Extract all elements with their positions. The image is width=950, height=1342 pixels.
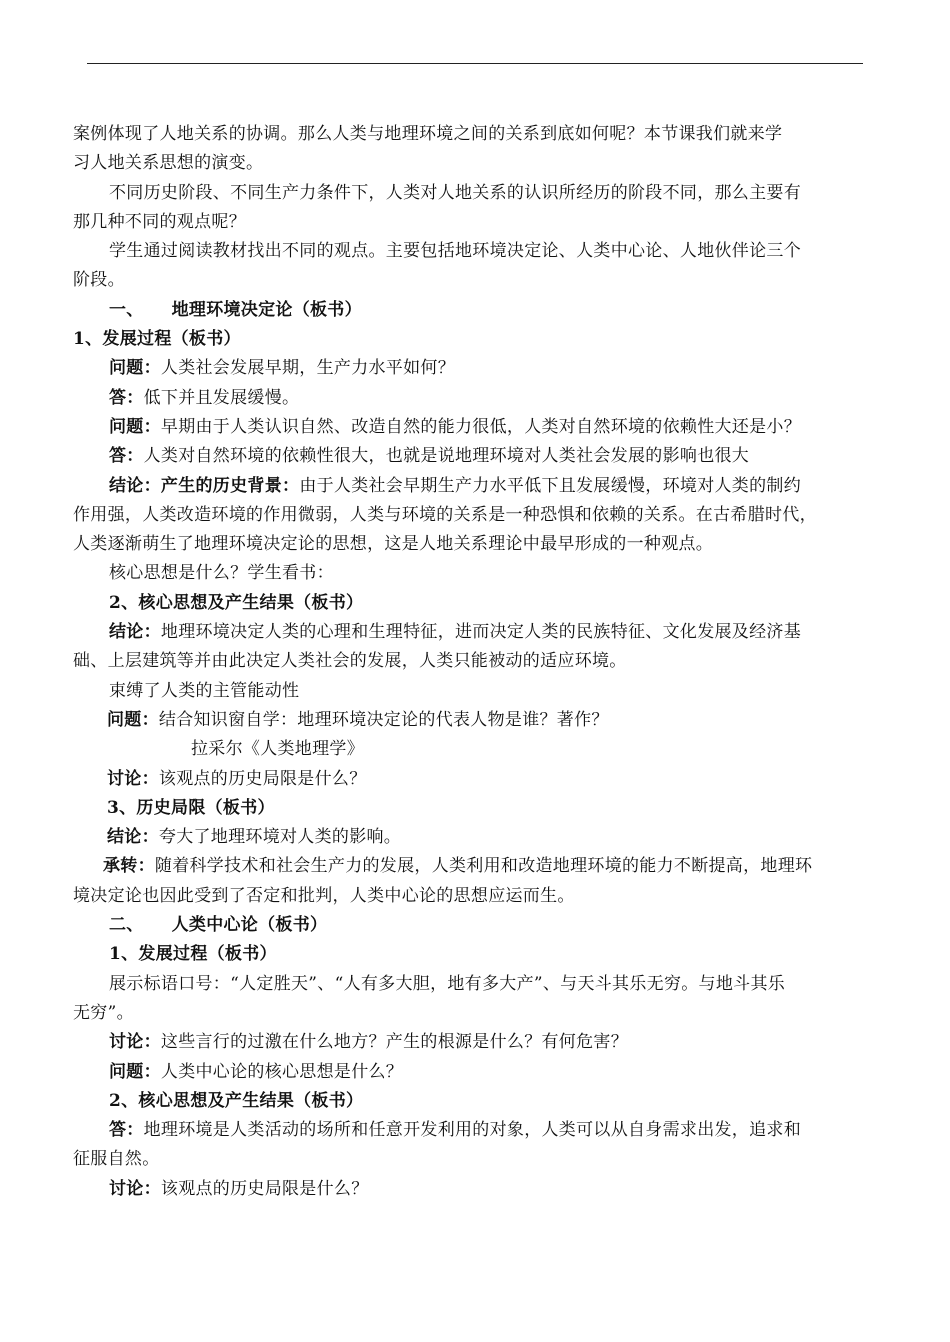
- paragraph-line: 征服自然。: [73, 1149, 160, 1170]
- subsection-heading: 2、核心思想及产生结果（板书）: [109, 592, 364, 613]
- question-label: 问题：: [109, 358, 161, 379]
- question-text: 人类中心论的核心思想是什么？: [160, 1061, 404, 1082]
- section-title: 人类中心论（板书）: [171, 915, 328, 936]
- conclusion-line: [73, 472, 865, 501]
- discussion-label: 讨论：: [109, 1032, 161, 1053]
- document-body: [73, 120, 865, 1204]
- discussion-line: [73, 765, 865, 794]
- transition-line: [73, 852, 865, 881]
- section-heading-1: [73, 296, 865, 325]
- answer-text: 地理环境是人类活动的场所和任意开发利用的对象，人类可以从自身需求出发，追求和: [143, 1120, 802, 1141]
- discussion-line: [73, 1175, 865, 1204]
- paragraph-line: 础、上层建筑等并由此决定人类社会的发展，人类只能被动的适应环境。: [73, 651, 627, 672]
- conclusion-text: 由于人类社会早期生产力水平低下且发展缓慢，环境对人类的制约: [299, 475, 802, 496]
- discussion-line: [73, 1028, 865, 1057]
- conclusion-line: [73, 823, 865, 852]
- conclusion-line: [73, 618, 865, 647]
- paragraph-line: 习人地关系思想的演变。: [73, 153, 264, 174]
- transition-text: 随着科学技术和社会生产力的发展，人类利用和改造地理环境的能力不断提高，地理环: [154, 856, 813, 877]
- transition-label: 承转：: [103, 856, 155, 877]
- discussion-text: 这些言行的过激在什么地方？产生的根源是什么？有何危害？: [160, 1032, 629, 1053]
- discussion-label: 讨论：: [109, 1178, 161, 1199]
- paragraph-line: 展示标语口号：“人定胜天”、“人有多大胆，地有多大产”、与天斗其乐无穷。与地斗其乐: [109, 973, 786, 994]
- question-line: [73, 413, 865, 442]
- conclusion-text: 夸大了地理环境对人类的影响。: [158, 827, 402, 848]
- subsection-heading: 3、历史局限（板书）: [107, 797, 275, 818]
- paragraph-line: 境决定论也因此受到了否定和批判，人类中心论的思想应运而生。: [73, 885, 575, 906]
- conclusion-label: 结论：: [109, 622, 161, 643]
- paragraph-line: 阶段。: [73, 270, 125, 291]
- answer-line: [73, 384, 865, 413]
- header-rule: [87, 63, 863, 64]
- paragraph-line: 无穷”。: [73, 1002, 134, 1023]
- paragraph-line: 束缚了人类的主管能动性: [109, 680, 300, 701]
- subsection-heading: 1、发展过程（板书）: [109, 944, 277, 965]
- question-label: 问题：: [109, 1061, 161, 1082]
- question-text: 人类社会发展早期，生产力水平如何？: [160, 358, 456, 379]
- section-number: 二、: [109, 915, 144, 936]
- answer-label: 答：: [109, 446, 144, 467]
- question-text: 结合知识窗自学：地理环境决定论的代表人物是谁？著作？: [158, 709, 609, 730]
- paragraph-line: 作用强，人类改造环境的作用微弱，人类与环境的关系是一种恐惧和依赖的关系。在古希腊时代，: [73, 504, 817, 525]
- answer-line: 拉采尔《人类地理学》: [191, 739, 364, 760]
- discussion-text: 该观点的历史局限是什么？: [158, 768, 367, 789]
- section-number: 一、: [109, 299, 144, 320]
- paragraph-line: 学生通过阅读教材找出不同的观点。主要包括地环境决定论、人类中心论、人地伙伴论三个: [109, 241, 801, 262]
- answer-text: 低下并且发展缓慢。: [143, 387, 300, 408]
- conclusion-label: 结论：: [107, 827, 159, 848]
- answer-label: 答：: [109, 1120, 144, 1141]
- section-title: 地理环境决定论（板书）: [171, 299, 362, 320]
- question-line: [73, 706, 865, 735]
- answer-label: 答：: [109, 387, 144, 408]
- conclusion-text: 地理环境决定人类的心理和生理特征，进而决定人类的民族特征、文化发展及经济基: [160, 622, 802, 643]
- answer-text: 人类对自然环境的依赖性很大，也就是说地理环境对人类社会发展的影响也很大: [143, 446, 750, 467]
- discussion-text: 该观点的历史局限是什么？: [160, 1178, 369, 1199]
- conclusion-label: 结论：产生的历史背景：: [109, 475, 300, 496]
- section-heading-2: [73, 911, 865, 940]
- question-label: 问题：: [107, 709, 159, 730]
- answer-line: [73, 1116, 865, 1145]
- subsection-heading: 2、核心思想及产生结果（板书）: [109, 1090, 364, 1111]
- paragraph-line: 案例体现了人地关系的协调。那么人类与地理环境之间的关系到底如何呢？本节课我们就来学: [73, 124, 783, 144]
- discussion-label: 讨论：: [107, 768, 159, 789]
- paragraph-line: 不同历史阶段、不同生产力条件下，人类对人地关系的认识所经历的阶段不同，那么主要有: [109, 182, 801, 203]
- question-line: [73, 354, 865, 383]
- subsection-heading: 1、发展过程（板书）: [73, 329, 241, 350]
- paragraph-line: 那几种不同的观点呢？: [73, 211, 246, 232]
- question-label: 问题：: [109, 416, 161, 437]
- question-text: 早期由于人类认识自然、改造自然的能力很低，人类对自然环境的依赖性大还是小？: [160, 416, 802, 437]
- answer-line: [73, 442, 865, 471]
- paragraph-line: 人类逐渐萌生了地理环境决定论的思想，这是人地关系理论中最早形成的一种观点。: [73, 534, 714, 555]
- paragraph-line: 核心思想是什么？学生看书：: [109, 563, 334, 584]
- question-line: [73, 1058, 865, 1087]
